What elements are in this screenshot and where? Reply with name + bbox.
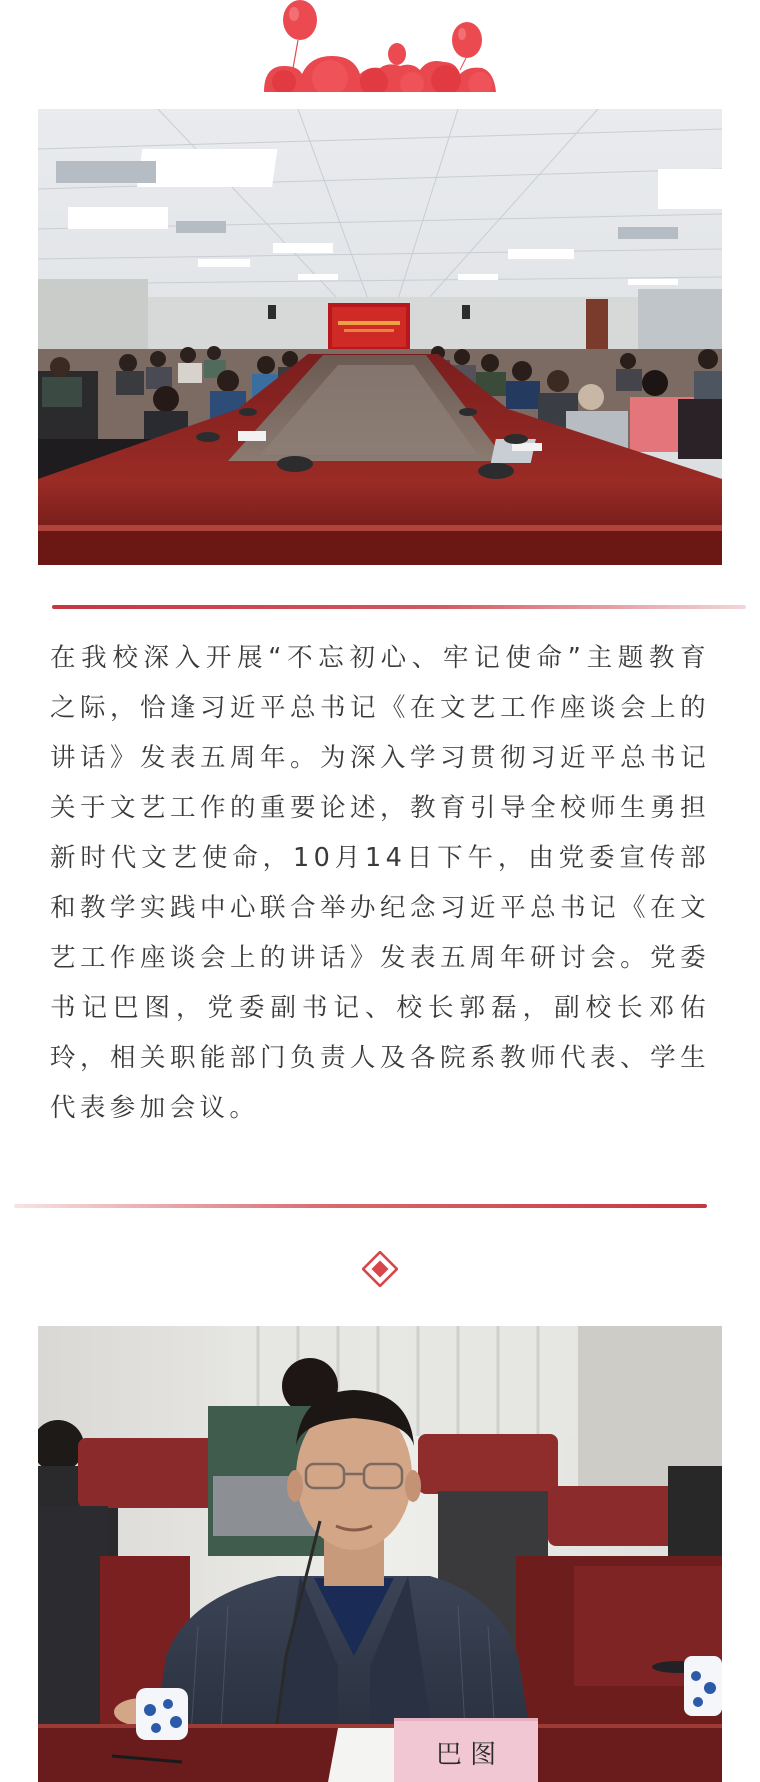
top-divider-line [52,605,746,609]
bottom-divider-line [14,1204,707,1208]
red-diamond-icon [362,1251,398,1287]
speaker-nameplate: 巴 图 [435,1740,497,1770]
article-paragraph: 在我校深入开展“不忘初心、牢记使命”主题教育之际，恰逢习近平总书记《在文艺工作座谈会上的讲话》发表五周年。为深入学习贯彻习近平总书记关于文艺工作的重要论述，教育引导全校师生勇担新时代文艺使命，10月14日下午，由党委宣传部和教学实践中心联合举办纪念习近平总书记《在文艺工作座谈会上的讲话》发表五周年研讨会。党委书记巴图，党委副书记、校长郭磊，副校长邓佑玲，相关职能部门负责人及各院系教师代表、学生代表参加会议。 [50,643,710,1123]
red-balloons-icon [262,0,496,92]
meeting-room-photo [38,109,722,565]
speaker-photo [38,1326,722,1782]
